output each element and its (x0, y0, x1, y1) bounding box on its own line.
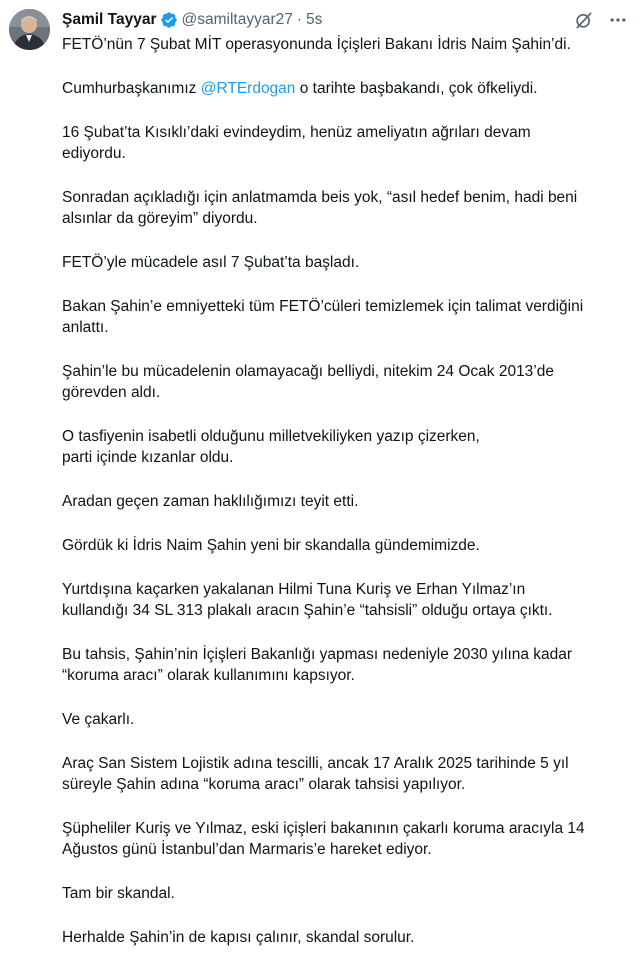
tweet-paragraph: Ve çakarlı. (62, 711, 135, 728)
avatar-image (9, 9, 50, 50)
grok-icon[interactable] (574, 10, 594, 30)
tweet-paragraph: FETÖ’nün 7 Şubat MİT operasyonunda İçişleri Bakanı İdris Naim Şahin’di. (62, 36, 571, 53)
mention-link[interactable]: @RTErdogan (200, 80, 296, 97)
tweet-paragraph: Gördük ki İdris Naim Şahin yeni bir skandalla gündemimizde. (62, 537, 480, 554)
tweet-paragraph: 16 Şubat’ta Kısıklı’daki evindeydim, henüz ameliyatın ağrıları devam ediyordu. (62, 124, 531, 162)
header-actions (574, 10, 628, 30)
tweet-paragraph: Herhalde Şahin’in de kapısı çalınır, skandal sorulur. (62, 929, 415, 946)
author-handle[interactable]: @samiltayyar27 (181, 11, 293, 28)
tweet-text-segment: Cumhurbaşkanımız (62, 80, 201, 97)
tweet-text-segment: o tarihte başbakandı, çok öfkeliydi. (295, 80, 538, 97)
tweet-paragraph (62, 78, 630, 99)
verified-badge-icon (160, 11, 178, 29)
more-icon[interactable] (608, 10, 628, 30)
tweet-paragraph: Aradan geçen zaman haklılığımızı teyit etti. (62, 493, 359, 510)
avatar[interactable] (9, 9, 50, 50)
tweet-paragraph: Bu tahsis, Şahin’nin İçişleri Bakanlığı yapması nedeniyle 2030 yılına kadar “koruma aracı” olarak kullanımını kapsıyor. (62, 646, 573, 684)
tweet-header (62, 9, 628, 31)
header-separator: · (296, 11, 303, 28)
author-display-name[interactable]: Şamil Tayyar (62, 11, 157, 28)
tweet-text (62, 34, 630, 971)
tweet-paragraph: Tam bir skandal. (62, 885, 175, 902)
tweet-paragraph: FETÖ’yle mücadele asıl 7 Şubat’ta başladı. (62, 254, 360, 271)
tweet-paragraph: Şüpheliler Kuriş ve Yılmaz, eski içişleri bakanının çakarlı koruma aracıyla 14 Ağustos günü İstanbul’dan Marmaris’e hareket ediyor. (62, 820, 585, 858)
tweet-timestamp[interactable]: 5s (306, 11, 323, 28)
tweet-paragraph: Sonradan açıkladığı için anlatmamda beis yok, “asıl hedef benim, hadi beni alsınlar da göreyim” diyordu. (62, 189, 578, 227)
tweet-paragraph: Yurtdışına kaçarken yakalanan Hilmi Tuna Kuriş ve Erhan Yılmaz’ın kullandığı 34 SL 313 plakalı aracın Şahin’e “tahsisli” olduğu ortaya çıktı. (62, 581, 553, 619)
tweet-paragraph: Şahin’le bu mücadelenin olamayacağı belliydi, nitekim 24 Ocak 2013’de görevden aldı. (62, 363, 554, 401)
tweet-paragraph: Araç San Sistem Lojistik adına tescilli, ancak 17 Aralık 2025 tarihinde 5 yıl süreyle Şahin adına “koruma aracı” olarak tahsisi yapılıyor. (62, 755, 569, 793)
tweet-paragraph: O tasfiyenin isabetli olduğunu milletvekiliyken yazıp çizerken, parti içinde kızanlar oldu. (62, 428, 480, 466)
tweet-paragraph: Bakan Şahin’e emniyetteki tüm FETÖ’cüleri temizlemek için talimat verdiğini anlattı. (62, 298, 584, 336)
